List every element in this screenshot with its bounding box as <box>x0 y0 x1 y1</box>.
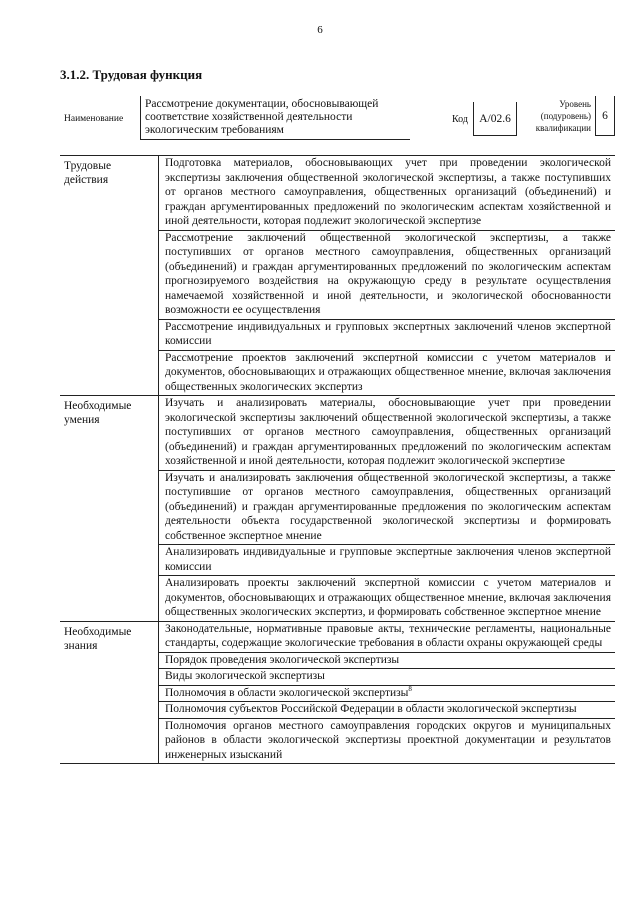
name-label: Наименование <box>64 114 124 124</box>
group-label: Трудовые действия <box>64 160 112 186</box>
level-label: Уровень (подуровень) квалификации <box>535 99 591 133</box>
list-item: Изучать и анализировать материалы, обосновывающие учет при проведении экологической экспертизы заключений общественной экологической экспертизы, а также поступивших от органов местного самоуправления, общественных организаций (объединений) и граждан аргументированных предложений по экологическим аспектам хозяйственной и иной деятельности, которая подлежит экологической экспертизе <box>159 396 615 471</box>
list-item: Рассмотрение индивидуальных и групповых экспертных заключений членов экспертной комиссии <box>159 320 615 351</box>
list-item-with-footnote <box>159 686 615 703</box>
list-item: Рассмотрение заключений общественной экологической экспертизы, а также поступивших от органов местного самоуправления, общественных организаций (объединений) и граждан аргументированных предложений по экологическим аспектам прогнозируемого воздействия на окружающую среду в результате осуществления намечаемой хозяйственной и иной деятельности, и экологической обоснованности возможности ее осуществления <box>159 231 615 320</box>
list-item: Изучать и анализировать заключения общественной экологической экспертизы, а также поступившие от органов местного самоуправления, общественных организаций (объединений) и граждан аргументированные предложения по экологическим аспектам деятельности объекта государственной экологической экспертизы и формировать собственное экспертное мнение <box>159 471 615 546</box>
list-item: Законодательные, нормативные правовые акты, технические регламенты, национальные стандарты, содержащие экологические требования в области охраны окружающей среды <box>159 622 615 653</box>
level-value: 6 <box>595 96 615 136</box>
list-item: Полномочия органов местного самоуправления городских округов и муниципальных районов в области экологической экспертизы проектной документации и результатов инженерных изысканий <box>165 719 611 761</box>
group-label: Необходимые знания <box>64 625 132 652</box>
code-label: Код <box>452 114 468 125</box>
list-item-text: Полномочия в области экологической экспертизы <box>165 686 409 699</box>
list-item: Порядок проведения экологической экспертизы <box>159 653 615 670</box>
page-number: 6 <box>317 24 323 36</box>
list-item: Подготовка материалов, обосновывающих учет при проведении экологической экспертизы заключения общественной экологической экспертизы, а также поступивших от органов местного самоуправления, общественных организаций (объединений) и граждан аргументированных предложений по экологическим аспектам хозяйственной и иной деятельности, которая подлежит экологической экспертизе <box>159 156 615 231</box>
list-item: Полномочия субъектов Российской Федерации в области экологической экспертизы <box>159 702 615 719</box>
function-code: А/02.6 <box>473 102 517 136</box>
section-title: 3.1.2. Трудовая функция <box>60 67 203 82</box>
group-label: Необходимые умения <box>64 400 132 426</box>
list-item: Анализировать проекты заключений экспертной комиссии с учетом материалов и документов, обосновывающих и отражающих общественное мнение, включая заключения общественных экологических экспертиз, и формировать собственное экспертное мнение <box>165 577 611 618</box>
function-name: Рассмотрение документации, обосновывающей соответствие хозяйственной деятельности экологическим требованиям <box>140 96 410 140</box>
list-item: Анализировать индивидуальные и групповые экспертные заключения членов экспертной комиссии <box>159 545 615 576</box>
list-item: Рассмотрение проектов заключений экспертной комиссии с учетом материалов и документов, обосновывающих и отражающих общественное мнение, включая заключения общественных экологических экспертиз <box>165 351 611 393</box>
group-knowledge <box>60 622 615 765</box>
group-labor-actions <box>60 156 615 396</box>
function-header <box>60 96 615 142</box>
function-table <box>60 155 615 764</box>
list-item: Виды экологической экспертизы <box>159 669 615 686</box>
group-skills <box>60 396 615 622</box>
footnote-mark: 8 <box>408 684 412 693</box>
